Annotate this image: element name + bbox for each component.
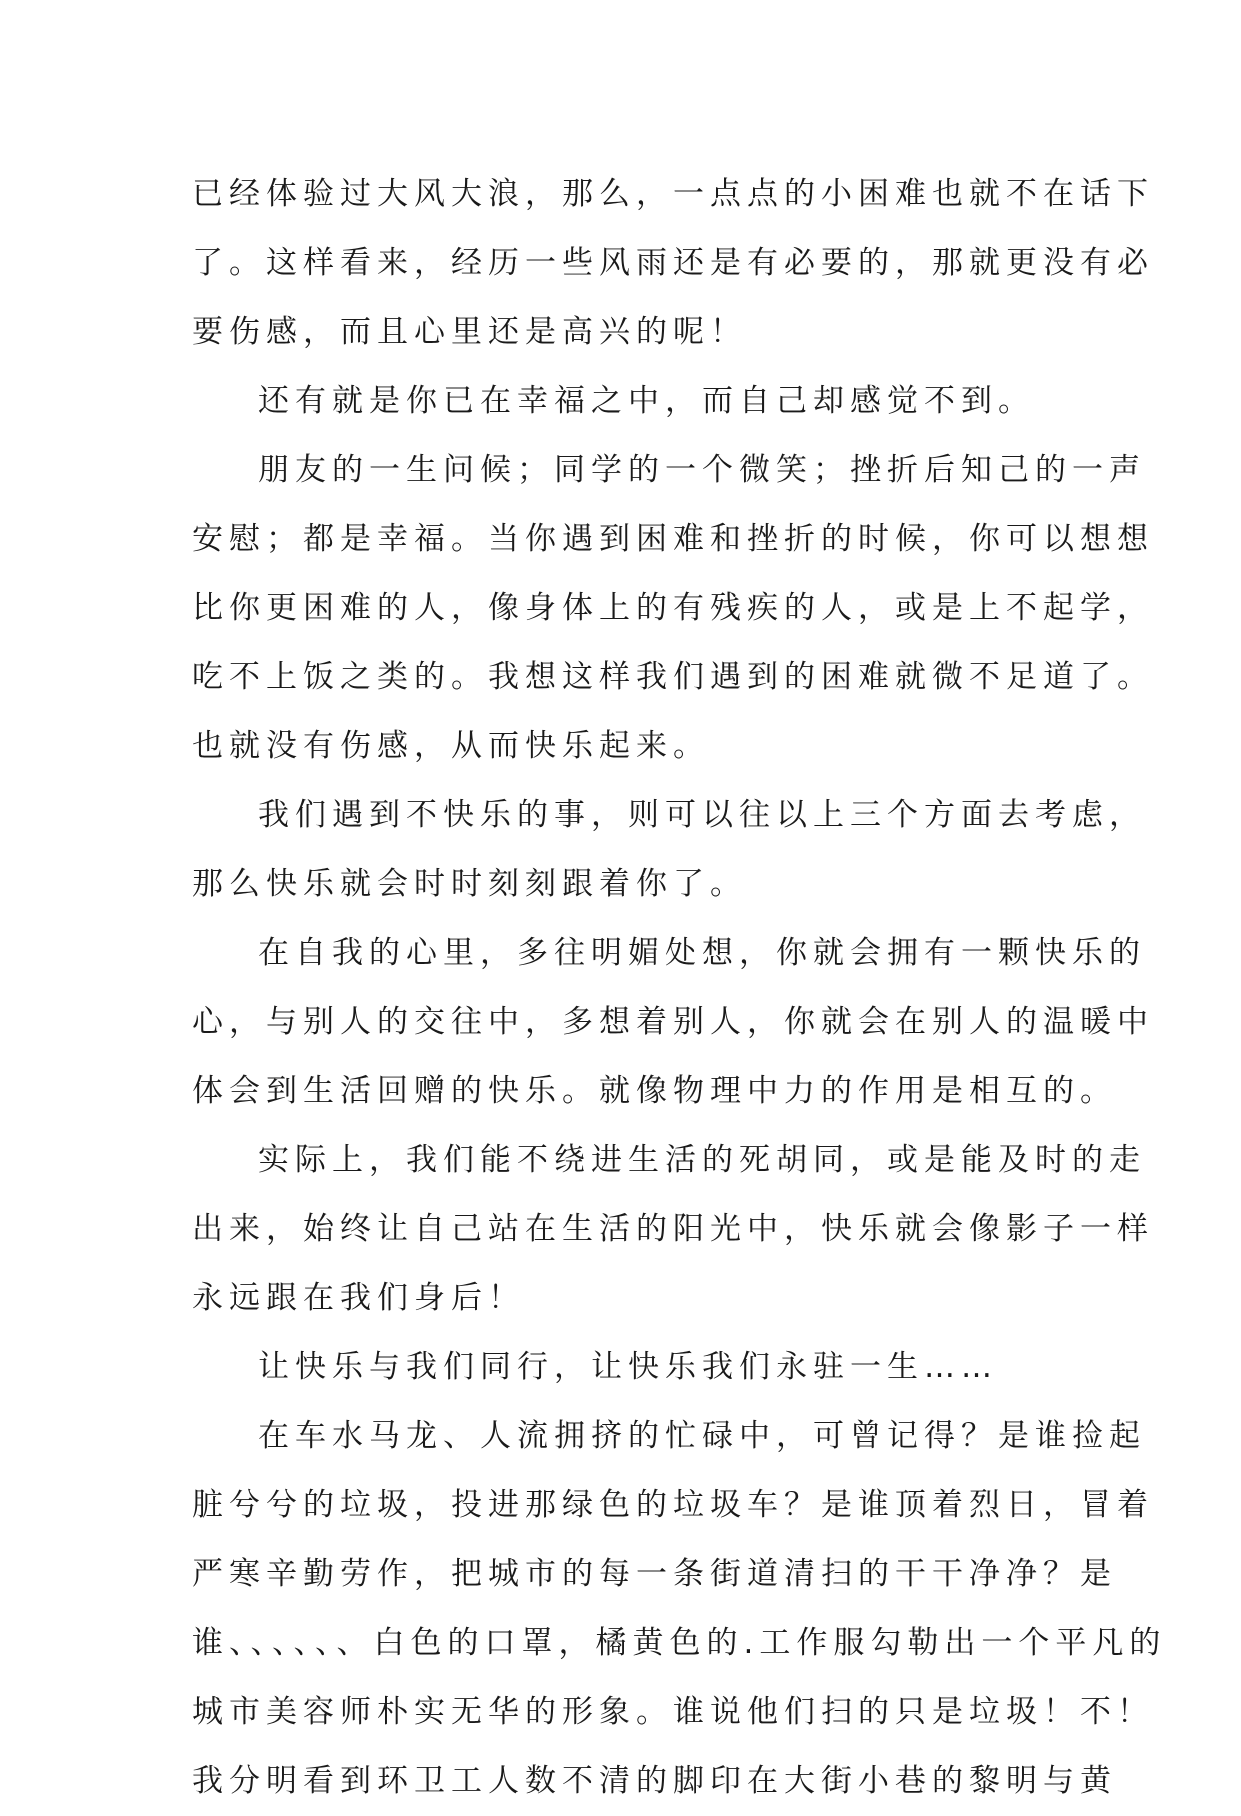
text-line: 城市美容师朴实无华的形象。谁说他们扫的只是垃圾！不！ <box>192 1694 1154 1730</box>
text-line: 在自我的心里，多往明媚处想，你就会拥有一颗快乐的 <box>258 935 1146 971</box>
text-line: 还有就是你已在幸福之中，而自己却感觉不到。 <box>258 383 1035 419</box>
text-line: 心，与别人的交往中，多想着别人，你就会在别人的温暖中 <box>192 1004 1154 1040</box>
text-line: 吃不上饭之类的。我想这样我们遇到的困难就微不足道了。 <box>192 659 1154 695</box>
text-line: 也就没有伤感，从而快乐起来。 <box>192 728 710 764</box>
text-line: 要伤感，而且心里还是高兴的呢！ <box>192 314 747 350</box>
text-line: 我分明看到环卫工人数不清的脚印在大街小巷的黎明与黄 <box>192 1763 1117 1799</box>
text-line: 永远跟在我们身后！ <box>192 1280 525 1316</box>
text-line: 在车水马龙、人流拥挤的忙碌中，可曾记得？是谁捡起 <box>258 1418 1146 1454</box>
text-line: 脏兮兮的垃圾，投进那绿色的垃圾车？是谁顶着烈日，冒着 <box>192 1487 1154 1523</box>
text-line: 朋友的一生问候；同学的一个微笑；挫折后知己的一声 <box>258 452 1146 488</box>
text-line: 比你更困难的人，像身体上的有残疾的人，或是上不起学， <box>192 590 1154 626</box>
text-line: 体会到生活回赠的快乐。就像物理中力的作用是相互的。 <box>192 1073 1117 1109</box>
text-line: 安慰；都是幸福。当你遇到困难和挫折的时候，你可以想想 <box>192 521 1154 557</box>
text-line: 严寒辛勤劳作，把城市的每一条街道清扫的干干净净？是 <box>192 1556 1117 1592</box>
text-line: 谁、、、、、、白色的口罩，橘黄色的.工作服勾勒出一个平凡的 <box>192 1625 1167 1661</box>
text-line: 了。这样看来，经历一些风雨还是有必要的，那就更没有必 <box>192 245 1154 281</box>
text-line: 让快乐与我们同行，让快乐我们永驻一生…… <box>258 1349 998 1385</box>
text-line: 已经体验过大风大浪，那么，一点点的小困难也就不在话下 <box>192 176 1154 212</box>
text-line: 那么快乐就会时时刻刻跟着你了。 <box>192 866 747 902</box>
text-line: 出来，始终让自己站在生活的阳光中，快乐就会像影子一样 <box>192 1211 1154 1247</box>
text-line: 实际上，我们能不绕进生活的死胡同，或是能及时的走 <box>258 1142 1146 1178</box>
text-line: 我们遇到不快乐的事，则可以往以上三个方面去考虑， <box>258 797 1146 833</box>
body-text <box>192 160 1167 1816</box>
